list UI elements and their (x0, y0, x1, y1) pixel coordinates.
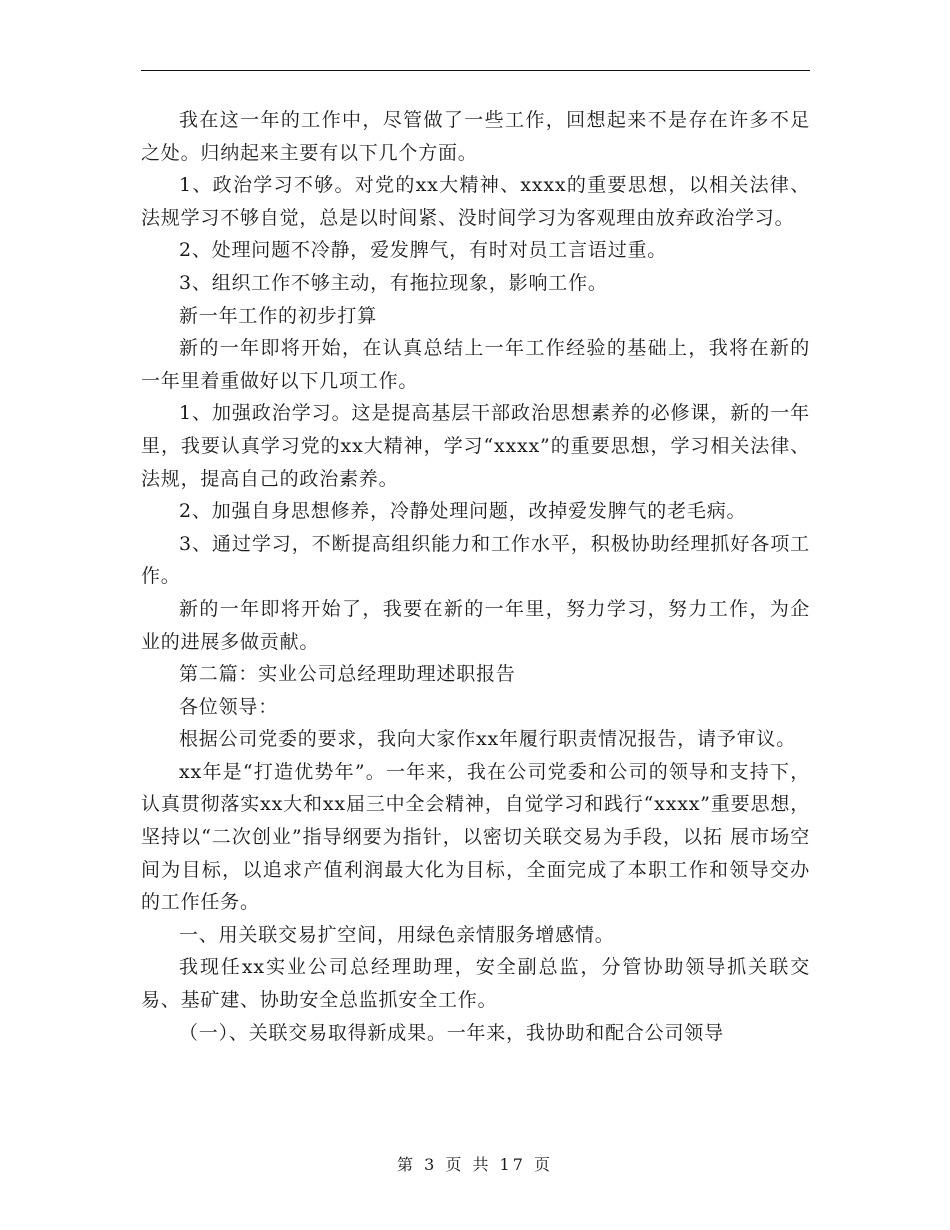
paragraph: xx年是“打造优势年”。一年来，我在公司党委和公司的领导和支持下，认真贯彻落实xx大和xx届三中全会精神，自觉学习和践行“xxxx”重要思想，坚持以“二次创业”指导纲要为指针，以密切关联交易为手段，以拓 展市场空间为目标，以追求产值利润最大化为目标，全面完成了本职工作和领导交办的工作任务。 (141, 760, 810, 914)
document-body (141, 104, 810, 1049)
section-heading: 一、用关联交易扩空间，用绿色亲情服务增感情。 (179, 923, 615, 946)
paragraph: 1、加强政治学习。这是提高基层干部政治思想素养的必修课，新的一年里，我要认真学习党的xx大精神，学习“xxxx”的重要思想，学习相关法律、法规，提高自己的政治素养。 (141, 402, 810, 490)
paragraph: 我在这一年的工作中，尽管做了一些工作，回想起来不是存在许多不足之处。归纳起来主要有以下几个方面。 (141, 109, 810, 164)
paragraph: 1、政治学习不够。对党的xx大精神、xxxx的重要思想，以相关法律、法规学习不够自觉，总是以时间紧、没时间学习为客观理由放弃政治学习。 (141, 174, 810, 229)
paragraph: 根据公司党委的要求，我向大家作xx年履行职责情况报告，请予审议。 (179, 728, 797, 751)
paragraph: （一）、关联交易取得新成果。一年来，我协助和配合公司领导 (179, 1021, 724, 1044)
paragraph: 2、处理问题不冷静，爱发脾气，有时对员工言语过重。 (179, 239, 668, 262)
paragraph: 2、加强自身思想修养，冷静处理问题，改掉爱发脾气的老毛病。 (179, 500, 747, 523)
paragraph: 我现任xx实业公司总经理助理，安全副总监，分管协助领导抓关联交易、基矿建、协助安全总监抓安全工作。 (141, 956, 810, 1012)
paragraph: 新的一年即将开始了，我要在新的一年里，努力学习，努力工作，为企业的进展多做贡献。 (141, 597, 810, 653)
section-heading: 新一年工作的初步打算 (179, 304, 378, 327)
paragraph: 新的一年即将开始，在认真总结上一年工作经验的基础上，我将在新的一年里着重做好以下几项工作。 (141, 337, 810, 392)
paragraph: 3、通过学习，不断提高组织能力和工作水平，积极协助经理抓好各项工作。 (141, 532, 810, 588)
header-rule (141, 70, 810, 71)
chapter-title: 第二篇：实业公司总经理助理述职报告 (179, 663, 516, 686)
paragraph: 3、组织工作不够主动，有拖拉现象，影响工作。 (179, 271, 608, 294)
salutation: 各位领导： (179, 695, 279, 718)
page-number: 第 3 页 共 17 页 (397, 1155, 553, 1174)
